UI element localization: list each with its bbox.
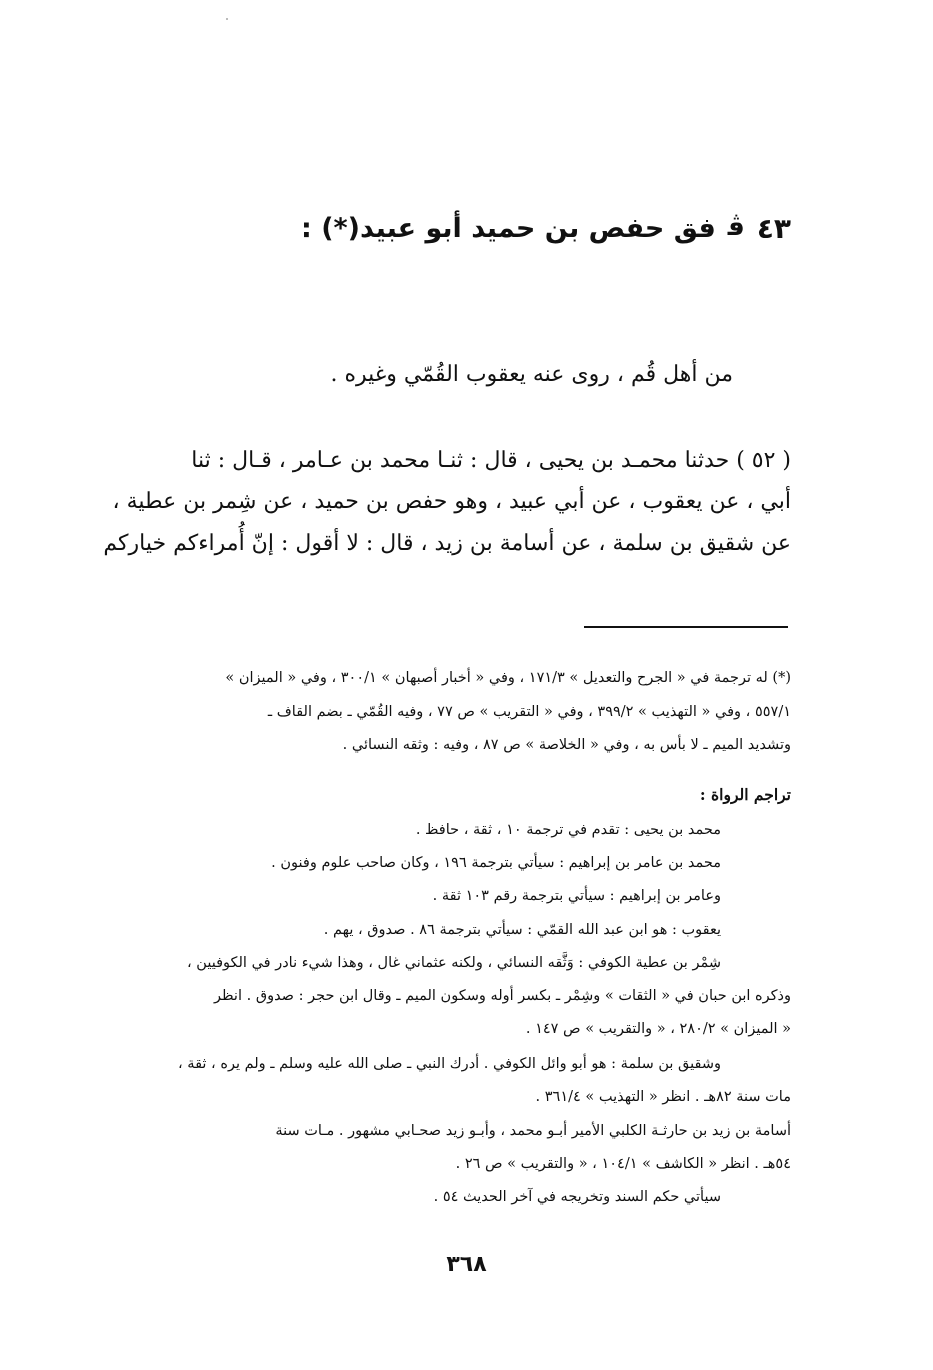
entry-number: ٤٣ — [756, 212, 791, 245]
footnote-line: ٥٥٧/١ ، وفي « التهذيب » ٣٩٩/٢ ، وفي « التقريب » ص ٧٧ ، وفيه القُمّي ـ بضم القاف ـ — [267, 704, 791, 720]
narrator-line: شِمْر بن عطية الكوفي : وَثَّقه النسائي ، ولكنه عثماني غال ، وهذا شيء نادر في الكوفيين ، — [187, 955, 721, 971]
narrator-line: يعقوب : هو ابن عبد الله القمّي : سيأتي بترجمة ٨٦ . صدوق ، يهم . — [323, 922, 721, 938]
hadith-line: ( ٥٢ ) حدثنا محمـد بن يحيى ، قال : ثنـا محمد بن عـامر ، قـال : ثنا — [191, 448, 791, 473]
narrator-line: وذكره ابن حبان في « الثقات » وشِمْر ـ بكسر أوله وسكون الميم ـ وقال ابن حجر : صدوق . انظر — [214, 988, 791, 1004]
narrator-line: « الميزان » ٢٨٠/٢ ، « والتقريب » ص ١٤٧ . — [525, 1021, 791, 1037]
narrator-line: أسامة بن زيد بن حارثـة الكلبي الأمير أبـو محمد ، وأبـو زيد صحـابي مشهور . مـات سنة — [275, 1123, 791, 1139]
narrator-line: مات سنة ٨٢هـ . انظر « التهذيب » ٣٦١/٤ . — [535, 1089, 791, 1105]
footnote-line: (*) له ترجمة في « الجرح والتعديل » ١٧١/٣ ، وفي « أخبار أصبهان » ٣٠٠/١ ، وفي « الميزان » — [225, 670, 791, 686]
narrator-line: وشقيق بن سلمة : هو أبو وائل الكوفي . أدرك النبي ـ صلى الله عليه وسلم ـ ولم يره ، ثقة ، — [178, 1056, 721, 1072]
narrator-line: محمد بن يحيى : تقدم في ترجمة ١٠ ، ثقة ، حافظ . — [415, 822, 721, 838]
entry-title: فق حفص بن حميد أبو عبيد(*) : — [301, 213, 716, 244]
ornament-icon: ﭬ — [727, 211, 745, 242]
scan-speck — [226, 18, 228, 20]
hadith-line: أبي ، عن يعقوب ، عن أبي عبيد ، وهو حفص بن حميد ، عن شِمر بن عطية ، — [112, 489, 791, 514]
narrator-line: ٥٤هـ . انظر « الكاشف » ١٠٤/١ ، « والتقريب » ص ٢٦ . — [455, 1156, 791, 1172]
footnote-line: وتشديد الميم ـ لا بأس به ، وفي « الخلاصة » ص ٨٧ ، وفيه : وثقه النسائي . — [342, 737, 791, 753]
page-number: ٣٦٨ — [446, 1252, 487, 1277]
narrators-title: تراجم الرواة : — [699, 785, 791, 804]
entry-heading — [301, 212, 791, 245]
intro-text: من أهل قُم ، روى عنه يعقوب القُمّي وغيره . — [330, 362, 733, 387]
narrator-line: سيأتي حكم السند وتخريجه في آخر الحديث ٥٤ . — [433, 1189, 721, 1205]
footnote-divider — [584, 626, 788, 628]
narrator-line: وعامر بن إبراهيم : سيأتي بترجمة رقم ١٠٣ ثقة . — [432, 888, 721, 904]
hadith-line: عن شقيق بن سلمة ، عن أسامة بن زيد ، قال : لا أقول : إنّ أُمراءكم خياركم — [103, 531, 791, 556]
narrator-line: محمد بن عامر بن إبراهيم : سيأتي بترجمة ١٩٦ ، وكان صاحب علوم وفنون . — [271, 855, 721, 871]
